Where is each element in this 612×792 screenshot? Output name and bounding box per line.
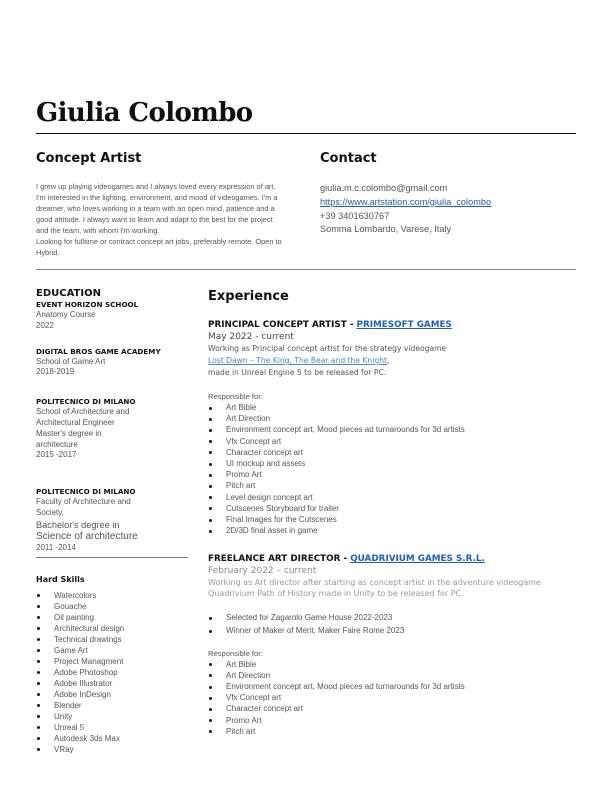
job-description-text: Working as Principal concept artist for the strategy videogame	[208, 344, 447, 353]
school-name: POLITECNICO DI MILANO	[36, 487, 136, 497]
skill-item: Gouache	[36, 601, 188, 612]
skill-item: Adobe Photoshop	[36, 667, 188, 678]
job-heading	[208, 319, 576, 331]
highlight-item: Winner of Maker of Merit, Maker Faire Rome 2023	[208, 625, 576, 638]
skill-item: Unity	[36, 711, 188, 722]
responsibility-item: Pitch art	[208, 480, 576, 491]
skill-item: Architectural design	[36, 623, 188, 634]
profile-summary	[36, 181, 286, 258]
company-link[interactable]: PRIMESOFT GAMES	[356, 320, 452, 330]
skills-title: Hard Skills	[36, 574, 85, 584]
highlight-item: Selected for Zagarolo Game House 2022-2023	[208, 612, 576, 625]
education-detail: Society,	[36, 507, 64, 517]
comma: ,	[387, 356, 390, 365]
right-column	[208, 288, 576, 737]
skill-item: Technical drawings	[36, 634, 188, 645]
responsibility-item: Cutscenes Storyboard for trailer	[208, 503, 576, 514]
school-name: EVENT HORIZON SCHOOL	[36, 300, 139, 309]
education-entry	[36, 300, 188, 332]
education-entry	[36, 347, 188, 379]
job-description: Working as Art director after starting as concept artist in the adventure videogame Quadrivium Path of History made in Unity to be released for PC.	[208, 578, 541, 599]
responsibility-item: Art Bible	[208, 659, 576, 670]
education-entry	[36, 397, 188, 461]
responsible-label: Responsible for:	[208, 392, 263, 401]
responsibility-item: Environment concept art, Mood pieces ad turnarounds for 3d artists	[208, 681, 576, 692]
contact-location: Somma Lombardo, Varese, Italy	[320, 224, 452, 235]
skill-item: Oil painting	[36, 612, 188, 623]
left-column	[36, 288, 188, 755]
contact-title: Contact	[320, 151, 377, 166]
skill-item: Game Art	[36, 645, 188, 656]
contact-email[interactable]: giulia.m.c.colombo@gmail.com	[320, 183, 448, 193]
job-description	[208, 343, 576, 379]
education-years: 2018-2019	[36, 367, 75, 377]
job-heading	[208, 553, 576, 565]
job-entry	[208, 553, 576, 737]
education-detail: School of Architecture and	[36, 407, 130, 417]
skill-item: VRay	[36, 744, 188, 755]
experience-title: Experience	[208, 289, 289, 304]
education-detail: Science of architecture	[36, 530, 138, 542]
skill-item: Unreal 5	[36, 722, 188, 733]
responsibilities-list	[208, 402, 576, 536]
education-years: 2022	[36, 320, 54, 330]
education-detail: Bachelor's degree in	[36, 519, 120, 530]
responsibility-item: Pitch art	[208, 726, 576, 737]
job-entry	[208, 319, 576, 536]
responsibility-item: Promo Art	[208, 469, 576, 480]
education-detail: Faculty of Architecture and	[36, 497, 131, 507]
contact-phone: +39 3401630767	[320, 210, 390, 221]
job-dates: February 2022 – current	[208, 566, 317, 577]
skills-list	[36, 590, 188, 755]
responsibility-item: UI mockup and assets	[208, 458, 576, 469]
job-position: PRINCIPAL CONCEPT ARTIST -	[208, 320, 357, 330]
education-detail: Anatomy Course	[36, 310, 96, 319]
skill-item: Watercolors	[36, 590, 188, 601]
skill-item: Autodesk 3ds Max	[36, 733, 188, 744]
skill-item: Blender	[36, 700, 188, 711]
role-title: Concept Artist	[36, 151, 142, 166]
responsibility-item: Art Direction	[208, 670, 576, 681]
school-name: POLITECNICO DI MILANO	[36, 397, 136, 407]
responsibility-item: Vfx Concept art	[208, 436, 576, 447]
highlights-list	[208, 612, 576, 637]
education-detail: Master's degree in	[36, 428, 102, 438]
responsibility-item: Final Images for the Cutscenes	[208, 514, 576, 525]
responsibility-item: Character concept art	[208, 703, 576, 714]
responsibility-item: Promo Art	[208, 715, 576, 726]
education-detail: architecture	[36, 439, 78, 449]
summary-paragraph: I grew up playing videogames and I always loved every expression of art. I'm interested in the lighting, environment, and mood of videogames. I'm a dreamer, who loves working in a team with an open mind, patience and a good attitude. I always want to learn and adapt to the best for the project and the team, with whom I'm working.	[36, 182, 278, 235]
education-detail: Architectural Engineer	[36, 417, 115, 427]
skill-item: Adobe Illustrator	[36, 678, 188, 689]
contact-website-link[interactable]: https://www.artstation.com/giulia_colombo	[320, 196, 492, 207]
header-divider	[36, 133, 576, 134]
responsibility-item: Environment concept art, Mood pieces ad turnarounds for 3d artists	[208, 424, 576, 435]
skill-item: Adobe InDesign	[36, 689, 188, 700]
education-title: EDUCATION	[36, 288, 101, 299]
education-entry	[36, 487, 188, 553]
section-divider	[36, 269, 576, 270]
job-description-text: made in Unreal Engine 5 to be released for PC.	[208, 368, 387, 377]
responsibility-item: Character concept art	[208, 447, 576, 458]
responsible-label: Responsible for:	[208, 648, 263, 658]
responsibility-item: Art Bible	[208, 402, 576, 413]
education-years: 2015 -2017	[36, 450, 77, 460]
skill-item: Project Managment	[36, 656, 188, 667]
job-position: FREELANCE ART DIRECTOR -	[208, 554, 351, 565]
responsibilities-list	[208, 659, 576, 737]
summary-paragraph: Looking for fulltime or contract concept art jobs, preferably remote. Open to Hybrid.	[36, 237, 282, 257]
responsibility-item: 2D/3D final asset in game	[208, 525, 576, 536]
responsibility-item: Vfx Concept art	[208, 692, 576, 703]
education-years: 2011 -2014	[36, 542, 76, 552]
school-name: DIGITAL BROS GAME ACADEMY	[36, 346, 161, 356]
game-link[interactable]: Lost Dawn – The King, The Bear and the Knight	[208, 356, 388, 365]
responsibility-item: Level design concept art	[208, 492, 576, 503]
company-link[interactable]: QUADRIVIUM GAMES S.R.L.	[350, 554, 485, 565]
contact-block	[320, 182, 576, 237]
job-dates: May 2022 - current	[208, 332, 294, 342]
education-divider	[36, 557, 188, 558]
responsibility-item: Art Direction	[208, 413, 576, 424]
education-detail: School of Game Art	[36, 356, 106, 366]
candidate-name: Giulia Colombo	[36, 98, 253, 128]
